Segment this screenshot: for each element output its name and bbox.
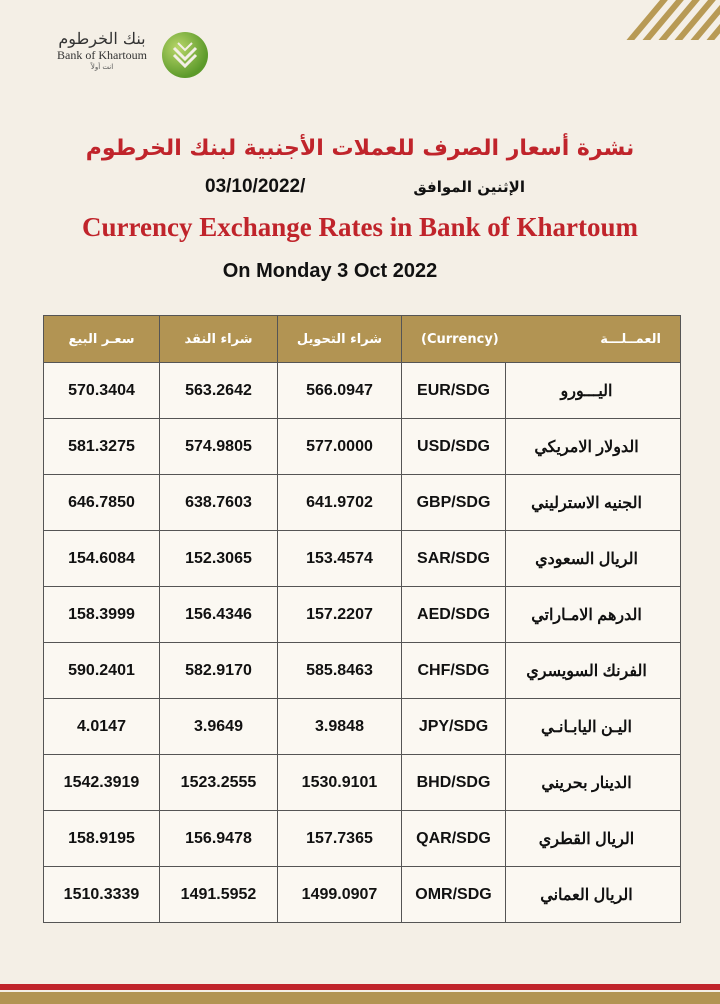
cell-cash-buy: 156.9478 bbox=[160, 811, 278, 867]
cell-transfer-buy: 566.0947 bbox=[278, 363, 402, 419]
date-arabic: الإثنين الموافق bbox=[413, 178, 525, 196]
table-header-row bbox=[44, 316, 681, 363]
cell-currency-pair: BHD/SDG bbox=[402, 755, 506, 811]
decorative-stripes bbox=[610, 0, 720, 40]
cell-cash-buy: 638.7603 bbox=[160, 475, 278, 531]
cell-sell: 4.0147 bbox=[44, 699, 160, 755]
cell-currency-name: اليـــورو bbox=[506, 363, 681, 419]
cell-transfer-buy: 157.7365 bbox=[278, 811, 402, 867]
cell-currency-pair: GBP/SDG bbox=[402, 475, 506, 531]
cell-cash-buy: 582.9170 bbox=[160, 643, 278, 699]
cell-currency-pair: SAR/SDG bbox=[402, 531, 506, 587]
table-row bbox=[44, 755, 681, 811]
table-row bbox=[44, 699, 681, 755]
cell-transfer-buy: 641.9702 bbox=[278, 475, 402, 531]
table-row bbox=[44, 363, 681, 419]
cell-sell: 154.6084 bbox=[44, 531, 160, 587]
cell-sell: 646.7850 bbox=[44, 475, 160, 531]
table-row bbox=[44, 643, 681, 699]
cell-cash-buy: 3.9649 bbox=[160, 699, 278, 755]
page-title-arabic: نشرة أسعار الصرف للعملات الأجنبية لبنك الخرطوم bbox=[85, 136, 635, 161]
cell-currency-name: اليـن اليابـانـي bbox=[506, 699, 681, 755]
cell-currency-name: الدينار بحريني bbox=[506, 755, 681, 811]
table-row bbox=[44, 867, 681, 923]
bank-emblem-icon bbox=[162, 32, 208, 78]
cell-currency-pair: AED/SDG bbox=[402, 587, 506, 643]
cell-currency-name: الريال السعودي bbox=[506, 531, 681, 587]
header-sell: سعـر البيع bbox=[44, 316, 160, 363]
cell-cash-buy: 1523.2555 bbox=[160, 755, 278, 811]
table-row bbox=[44, 587, 681, 643]
cell-currency-name: الفرنك السويسري bbox=[506, 643, 681, 699]
bank-logo bbox=[52, 30, 222, 80]
header-currency-english: (Currency) bbox=[421, 331, 499, 347]
date-line bbox=[205, 176, 525, 200]
cell-cash-buy: 574.9805 bbox=[160, 419, 278, 475]
cell-sell: 590.2401 bbox=[44, 643, 160, 699]
date-numeric: 03/10/2022/ bbox=[205, 176, 306, 197]
cell-sell: 158.3999 bbox=[44, 587, 160, 643]
cell-currency-pair: EUR/SDG bbox=[402, 363, 506, 419]
cell-sell: 570.3404 bbox=[44, 363, 160, 419]
cell-currency-name: الجنيه الاسترليني bbox=[506, 475, 681, 531]
footer-gold-bar bbox=[0, 992, 720, 1004]
cell-transfer-buy: 585.8463 bbox=[278, 643, 402, 699]
cell-transfer-buy: 1499.0907 bbox=[278, 867, 402, 923]
cell-currency-name: الريال العماني bbox=[506, 867, 681, 923]
cell-sell: 1510.3339 bbox=[44, 867, 160, 923]
cell-transfer-buy: 577.0000 bbox=[278, 419, 402, 475]
cell-currency-pair: USD/SDG bbox=[402, 419, 506, 475]
cell-sell: 1542.3919 bbox=[44, 755, 160, 811]
exchange-rates-table bbox=[43, 315, 681, 923]
cell-cash-buy: 156.4346 bbox=[160, 587, 278, 643]
cell-currency-name: الريال القطري bbox=[506, 811, 681, 867]
header-currency bbox=[402, 316, 681, 363]
header-currency-arabic: العمــلـــة bbox=[600, 331, 662, 347]
page-subtitle-english: On Monday 3 Oct 2022 bbox=[222, 260, 438, 282]
table-row bbox=[44, 531, 681, 587]
cell-transfer-buy: 157.2207 bbox=[278, 587, 402, 643]
logo-tagline: انت أولاً bbox=[90, 63, 114, 71]
header-cash-buy: شراء النقد bbox=[160, 316, 278, 363]
logo-english-name: Bank of Khartoum bbox=[57, 48, 147, 62]
table-row bbox=[44, 811, 681, 867]
cell-currency-pair: JPY/SDG bbox=[402, 699, 506, 755]
cell-sell: 158.9195 bbox=[44, 811, 160, 867]
cell-transfer-buy: 1530.9101 bbox=[278, 755, 402, 811]
cell-currency-pair: OMR/SDG bbox=[402, 867, 506, 923]
footer-red-bar bbox=[0, 984, 720, 990]
logo-arabic-name: بنك الخرطوم bbox=[58, 29, 146, 48]
cell-cash-buy: 1491.5952 bbox=[160, 867, 278, 923]
cell-sell: 581.3275 bbox=[44, 419, 160, 475]
table-row bbox=[44, 475, 681, 531]
cell-transfer-buy: 3.9848 bbox=[278, 699, 402, 755]
cell-cash-buy: 563.2642 bbox=[160, 363, 278, 419]
cell-cash-buy: 152.3065 bbox=[160, 531, 278, 587]
cell-currency-pair: CHF/SDG bbox=[402, 643, 506, 699]
table-row bbox=[44, 419, 681, 475]
cell-currency-name: الدرهم الامـاراتي bbox=[506, 587, 681, 643]
page-title-english: Currency Exchange Rates in Bank of Khartoum bbox=[81, 212, 639, 242]
cell-transfer-buy: 153.4574 bbox=[278, 531, 402, 587]
cell-currency-pair: QAR/SDG bbox=[402, 811, 506, 867]
header-transfer-buy: شراء التحويل bbox=[278, 316, 402, 363]
cell-currency-name: الدولار الامريكي bbox=[506, 419, 681, 475]
